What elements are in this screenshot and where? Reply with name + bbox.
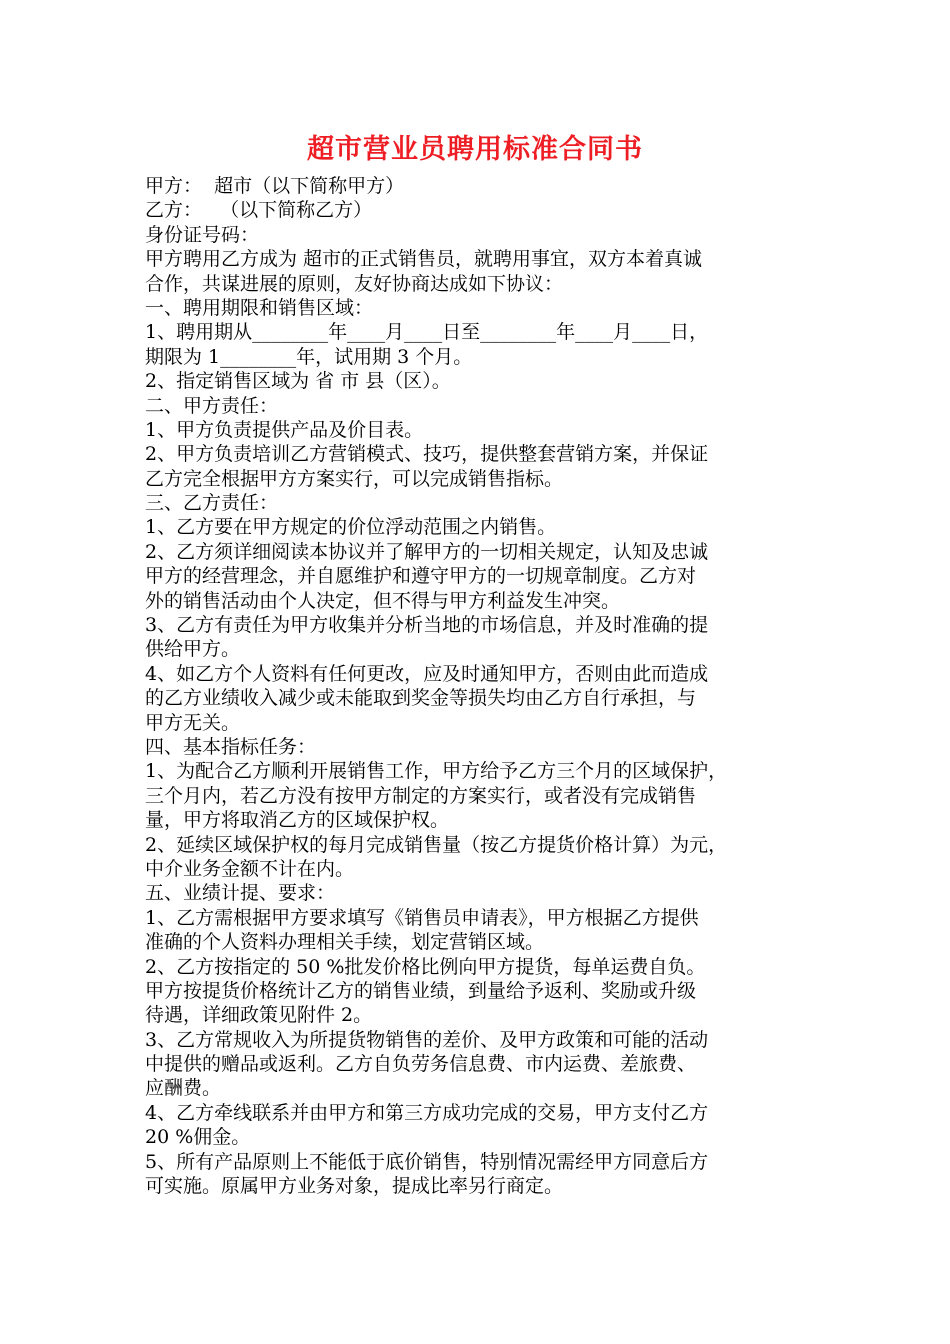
paragraph-line: 身份证号码： (145, 223, 260, 246)
paragraph-line: 量，甲方将取消乙方的区域保护权。 (145, 809, 450, 832)
paragraph-line: 2、指定销售区域为 省 市 县（区）。 (145, 370, 451, 393)
paragraph-line: 2、乙方须详细阅读本协议并了解甲方的一切相关规定，认知及忠诚 (145, 540, 709, 563)
paragraph-line: 2、乙方按指定的 50 %批发价格比例向甲方提货，每单运费自负。 (145, 955, 706, 978)
section-heading: 二、甲方责任： (145, 394, 279, 417)
section-heading: 四、基本指标任务： (145, 735, 317, 758)
paragraph-line: 三个月内，若乙方没有按甲方制定的方案实行，或者没有完成销售 (145, 784, 697, 807)
section-heading: 一、聘用期限和销售区域： (145, 296, 374, 319)
paragraph-line: 的乙方业绩收入减少或未能取到奖金等损失均由乙方自行承担，与 (145, 687, 697, 710)
paragraph-line: 3、乙方有责任为甲方收集并分析当地的市场信息，并及时准确的提 (145, 614, 709, 637)
paragraph-line: 待遇，详细政策见附件 2。 (145, 1004, 373, 1027)
paragraph-line: 甲方无关。 (145, 711, 241, 734)
paragraph-line: 中介业务金额不计在内。 (145, 857, 355, 880)
paragraph-line: 准确的个人资料办理相关手续，划定营销区域。 (145, 931, 545, 954)
document-body (145, 174, 815, 1198)
section-heading: 五、业绩计提、要求： (145, 882, 336, 905)
paragraph-line: 1、乙方需根据甲方要求填写《销售员申请表》，甲方根据乙方提供 (145, 906, 699, 929)
paragraph-line: 中提供的赠品或返利。乙方自负劳务信息费、市内运费、差旅费、 (145, 1053, 697, 1076)
paragraph-line: 可实施。原属甲方业务对象，提成比率另行商定。 (145, 1175, 564, 1198)
paragraph-line: 期限为 1________年，试用期 3 个月。 (145, 345, 473, 368)
paragraph-line: 甲方： 超市（以下简称甲方） (145, 175, 405, 197)
paragraph-line: 供给甲方。 (145, 638, 241, 661)
paragraph-line: 乙方： （以下简称乙方） (145, 199, 373, 222)
paragraph-line: 1、甲方负责提供产品及价目表。 (145, 418, 424, 441)
section-heading: 三、乙方责任： (145, 492, 279, 515)
paragraph-line: 外的销售活动由个人决定，但不得与甲方利益发生冲突。 (145, 589, 621, 612)
paragraph-line: 乙方完全根据甲方方案实行，可以完成销售指标。 (145, 467, 564, 490)
paragraph-line: 应酬费。 (145, 1077, 222, 1100)
paragraph-line: 4、乙方牵线联系并由甲方和第三方成功完成的交易，甲方支付乙方 (145, 1101, 709, 1124)
paragraph-line: 甲方聘用乙方成为 超市的正式销售员，就聘用事宜，双方本着真诚 (145, 248, 703, 271)
paragraph-line: 合作，共谋进展的原则，友好协商达成如下协议： (145, 272, 564, 295)
paragraph-line: 4、如乙方个人资料有任何更改，应及时通知甲方，否则由此而造成 (145, 662, 709, 685)
paragraph-line: 5、所有产品原则上不能低于底价销售，特别情况需经甲方同意后方 (145, 1150, 709, 1173)
paragraph-line: 甲方的经营理念，并自愿维护和遵守甲方的一切规章制度。乙方对 (145, 565, 697, 588)
paragraph-line: 1、乙方要在甲方规定的价位浮动范围之内销售。 (145, 516, 557, 539)
paragraph-line: 20 %佣金。 (145, 1126, 251, 1149)
paragraph-line: 2、延续区域保护权的每月完成销售量（按乙方提货价格计算）为元， (145, 833, 728, 856)
document-title: 超市营业员聘用标准合同书 (307, 134, 643, 165)
paragraph-line: 2、甲方负责培训乙方营销模式、技巧，提供整套营销方案，并保证 (145, 443, 709, 466)
paragraph-line: 3、乙方常规收入为所提货物销售的差价、及甲方政策和可能的活动 (145, 1028, 709, 1051)
paragraph-line: 1、为配合乙方顺利开展销售工作，甲方给予乙方三个月的区域保护， (145, 760, 728, 783)
paragraph-line: 1、聘用期从________年____月____日至________年____月____日， (145, 321, 709, 344)
paragraph-line: 甲方按提货价格统计乙方的销售业绩，到量给予返利、奖励或升级 (145, 979, 697, 1002)
